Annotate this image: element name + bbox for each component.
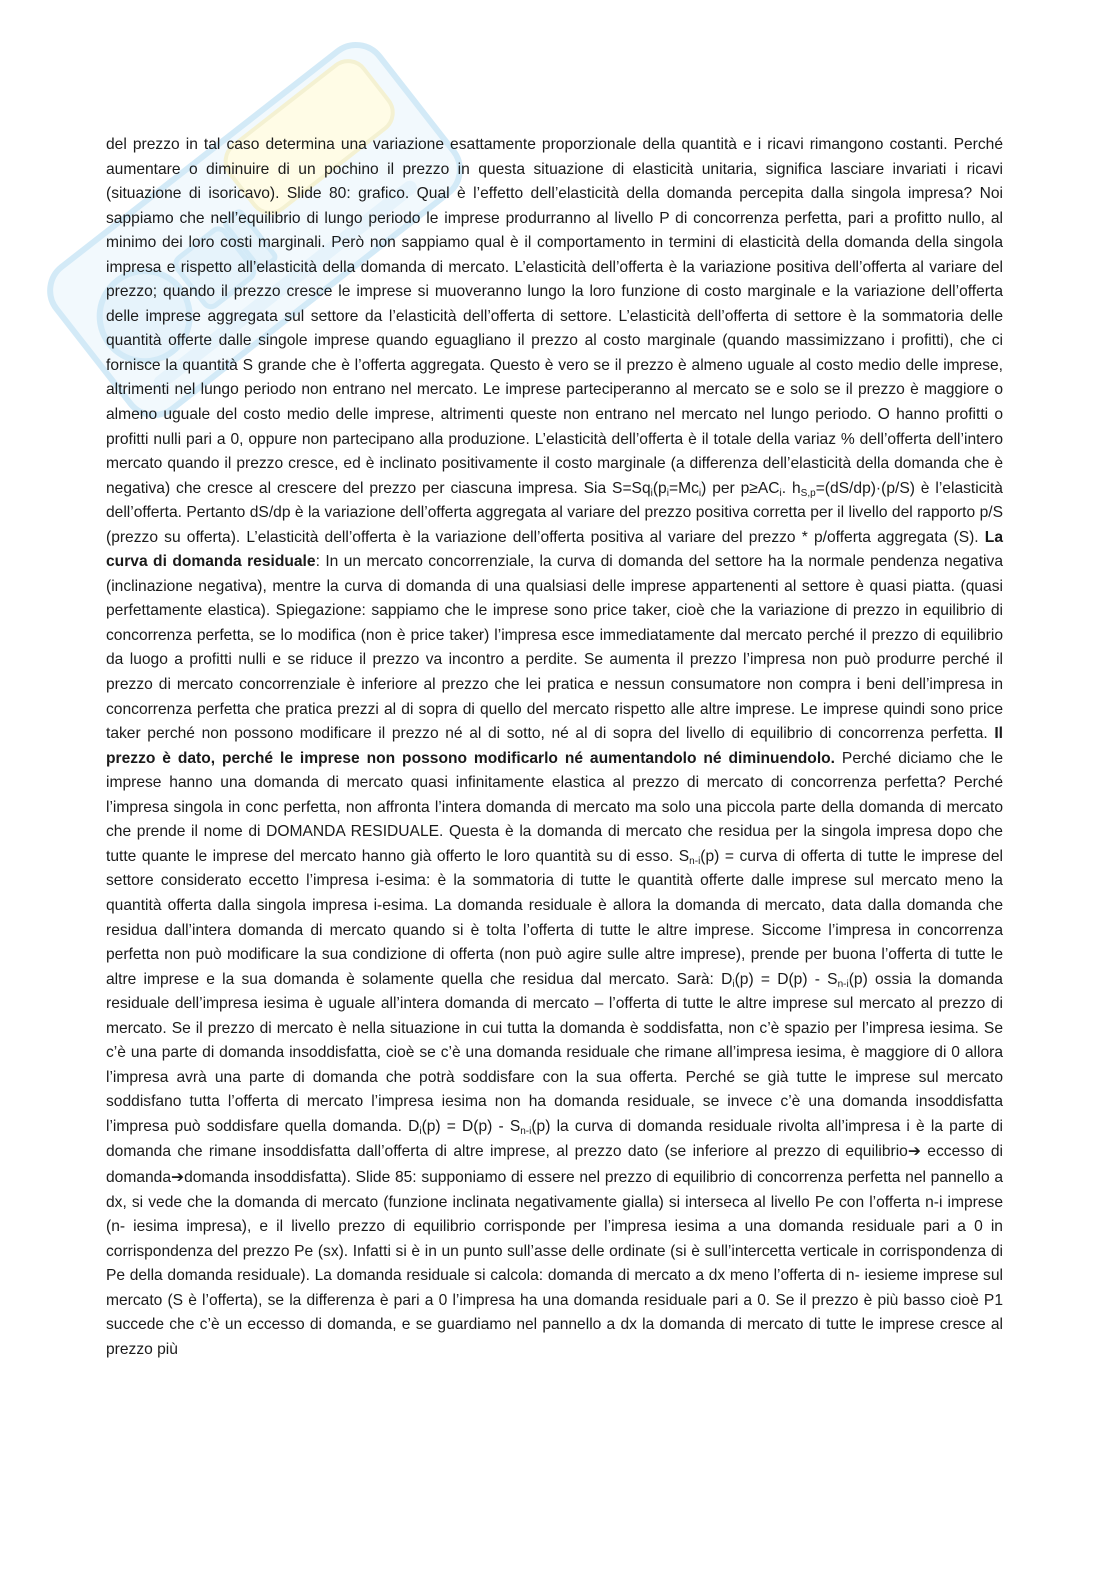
text-segment: (p) la curva di domanda residuale rivolta all’impresa i è la parte di domanda che rimane insoddisfatta dall’offerta di altre imprese, al prezzo dato (se inferiore al prezzo di equilibrio xyxy=(106,1117,1003,1161)
arrow-right-icon: ➔ xyxy=(171,1167,185,1186)
subscript: i xyxy=(650,487,653,499)
subscript: n-i xyxy=(837,978,849,990)
text-segment: (p) ossia la domanda residuale dell’impresa iesima è uguale all’intera domanda di mercato – l’offerta di tutte le altre imprese sul mercato al prezzo di mercato. Se il prezzo di mercato è nella situazione in cui tutta la domanda è soddisfatta, non c’è spazio per l’impresa iesima. Se c’è una parte di domanda insoddisfatta, cioè se c’è una domanda residuale che rimane all’impresa iesima, è maggiore di 0 allora l’impresa avrà una parte di domanda che potrà soddisfare con la sua offerta. Perché se già tutte le imprese sul mercato soddisfano tutta l’offerta di mercato l’impresa iesima non ha domanda residuale, se invece c’è una domanda insoddisfatta l’impresa può soddisfare quella domanda. D xyxy=(106,970,1003,1135)
arrow-right-icon: ➔ xyxy=(907,1142,921,1161)
bold-heading-residual-demand: La curva di domanda residuale xyxy=(106,528,1003,571)
text-segment: del prezzo in tal caso determina una variazione esattamente proporzionale della quantità e i ricavi rimangono costanti. Perché aumentare o diminuire di un pochino il prezzo in questa situazione di elasticità unitaria, significa lasciare invariati i ricavi (situazione di isoricavo). Slide 80: grafico. Qual è l’effetto dell’elasticità della domanda percepita dalla singola impresa? Noi sappiamo che nell’equilibrio di lungo periodo le imprese produrranno al livello P di concorrenza perfetta, pari a profitto nullo, al minimo dei loro costi marginali. Però non sappiamo qual è il comportamento in termini di elasticità della domanda della singola impresa e rispetto all’elasticità della domanda di mercato. L’elasticità dell’offerta è la variazione positiva dell’offerta al variare del prezzo; quando il prezzo cresce le imprese si muoveranno lungo la loro funzione di costo marginale e la variazione dell’offerta delle imprese aggregata sul settore da l’elasticità dell’offerta di settore. L’elasticità dell’offerta di settore è la sommatoria delle quantità offerte dalle singole imprese quando eguagliano il prezzo al costo marginale (quando massimizzano i profitti), che ci fornisce la quantità S grande che è l’offerta aggregata. Questo è vero se il prezzo è almeno uguale al costo medio delle imprese, altrimenti nel lungo periodo non entrano nel mercato. Le imprese parteciperanno al mercato se e solo se il prezzo è maggiore o almeno uguale del costo medio delle imprese, altrimenti queste non entrano nel mercato nel lungo periodo. O hanno profitti o profitti nulli pari a 0, oppure non partecipano alla produzione. L’elasticità dell’offerta è il totale della variaz % dell’offerta dell’intero mercato quando il prezzo cresce, ed è inclinato positivamente il costo marginale (a differenza dell’elasticità della domanda che è negativa) che cresce al crescere del prezzo per ciascuna impresa. Sia S=Sq xyxy=(106,136,1003,497)
subscript: n-i xyxy=(520,1125,532,1137)
text-segment: =Mc xyxy=(668,479,699,497)
text-segment: (p xyxy=(652,479,667,497)
text-segment: (p) = D(p) - S xyxy=(734,970,838,988)
document-body xyxy=(106,133,1003,1362)
text-segment: : In un mercato concorrenziale, la curva di domanda del settore ha la normale pendenza negativa (inclinazione negativa), mentre la curva di domanda di una qualsiasi delle imprese appartenenti al settore è quasi piatta. (quasi perfettamente elastica). Spiegazione: sappiamo che le imprese sono price taker, cioè che la variazione di prezzo in equilibrio di concorrenza perfetta, se lo modifica (non è price taker) l’impresa esce immediatamente dal mercato perché il prezzo di equilibrio da luogo a profitti nulli e se riduce il prezzo va incontro a perdite. Se aumenta il prezzo l’impresa non può produrre perché il prezzo di mercato concorrenziale è inferiore al prezzo che lei pratica e nessun consumatore non compra i beni dell’impresa in concorrenza perfetta che pratica prezzi al di sopra di quello del mercato rispetto alle altre imprese. Le imprese quindi sono price taker perché non possono modificare il prezzo né al di sotto, né al di sopra del livello di equilibrio di concorrenza perfetta. xyxy=(106,553,1003,743)
text-segment: domanda insoddisfatta). Slide 85: supponiamo di essere nel prezzo di equilibrio di concorrenza perfetta nel pannello a dx, si vede che la domanda di mercato (funzione inclinata negativamente gialla) si interseca al livello Pe con l’offerta n-i imprese (n- iesima impresa), e il livello prezzo di equilibrio corrisponde per l’impresa iesima a una domanda residuale pari a 0 in corrispondenza del prezzo Pe (sx). Infatti si è in un punto sull’asse delle ordinate (si è sull’intercetta verticale in corrispondenza di Pe della domanda residuale). La domanda residuale si calcola: domanda di mercato a dx meno l’offerta di n- iesieme imprese sul mercato (S è l’offerta), se la differenza è pari a 0 l’impresa ha una domanda residuale pari a 0. Se il prezzo è più basso cioè P1 succede che c’è un eccesso di domanda, e se guardiamo nel pannello a dx la domanda di mercato di tutte le imprese cresce al prezzo più xyxy=(106,1168,1003,1358)
text-segment: ) per p≥AC xyxy=(701,479,780,497)
subscript: S,p xyxy=(800,487,816,499)
text-segment: =(dS/dp)·(p/S) è l’elasticità dell’offerta. Pertanto dS/dp è la variazione dell’offerta aggregata al variare del prezzo positiva corretta per il livello del rapporto p/S (prezzo su offerta). L’elasticità dell’offerta è la variazione dell’offerta positiva al variare del prezzo * p/offerta aggregata (S). xyxy=(106,479,1003,546)
bold-statement-price-given: Il prezzo è dato, perché le imprese non possono modificarlo né aumentandolo né diminuendolo. xyxy=(106,725,1003,767)
text-segment: Perché diciamo che le imprese hanno una domanda di mercato quasi infinitamente elastica al prezzo di mercato di concorrenza perfetta? Perché l’impresa singola in conc perfetta, non affronta l’intera domanda di mercato ma solo una piccola parte della domanda di mercato che prende il nome di DOMANDA RESIDUALE. Questa è la domanda di mercato che residua per la singola impresa dopo che tutte quante le imprese del mercato hanno già offerto le loro quantità su di esso. S xyxy=(106,749,1004,865)
subscript: n-i xyxy=(689,855,701,867)
body-paragraph xyxy=(106,133,1003,1362)
text-segment: (p) = curva di offerta di tutte le imprese del settore considerato eccetto l’impresa i-esima: è la sommatoria di tutte le quantità offerte dalle imprese sul mercato meno la quantità offerta dalla singola impresa i-esima. La domanda residuale è allora la domanda di mercato, data dalla domanda che residua dall’intera domanda di mercato quando si è tolta l’offerta di tutte le altre imprese. Siccome l’impresa in concorrenza perfetta non può modificare la sua condizione di offerta (non può agire sulle altre imprese), prende per buona l’offerta di tutte le altre imprese e la sua domanda è solamente quella che residua dal mercato. Sarà: D xyxy=(106,847,1003,988)
subscript: i xyxy=(666,487,669,499)
subscript: i xyxy=(732,978,735,990)
text-segment: . h xyxy=(781,479,801,497)
subscript: i xyxy=(698,487,702,499)
subscript: i xyxy=(419,1125,422,1137)
text-segment: eccesso di domanda xyxy=(106,1143,1003,1186)
text-segment: (p) = D(p) - S xyxy=(421,1117,521,1135)
subscript: i xyxy=(779,487,782,499)
